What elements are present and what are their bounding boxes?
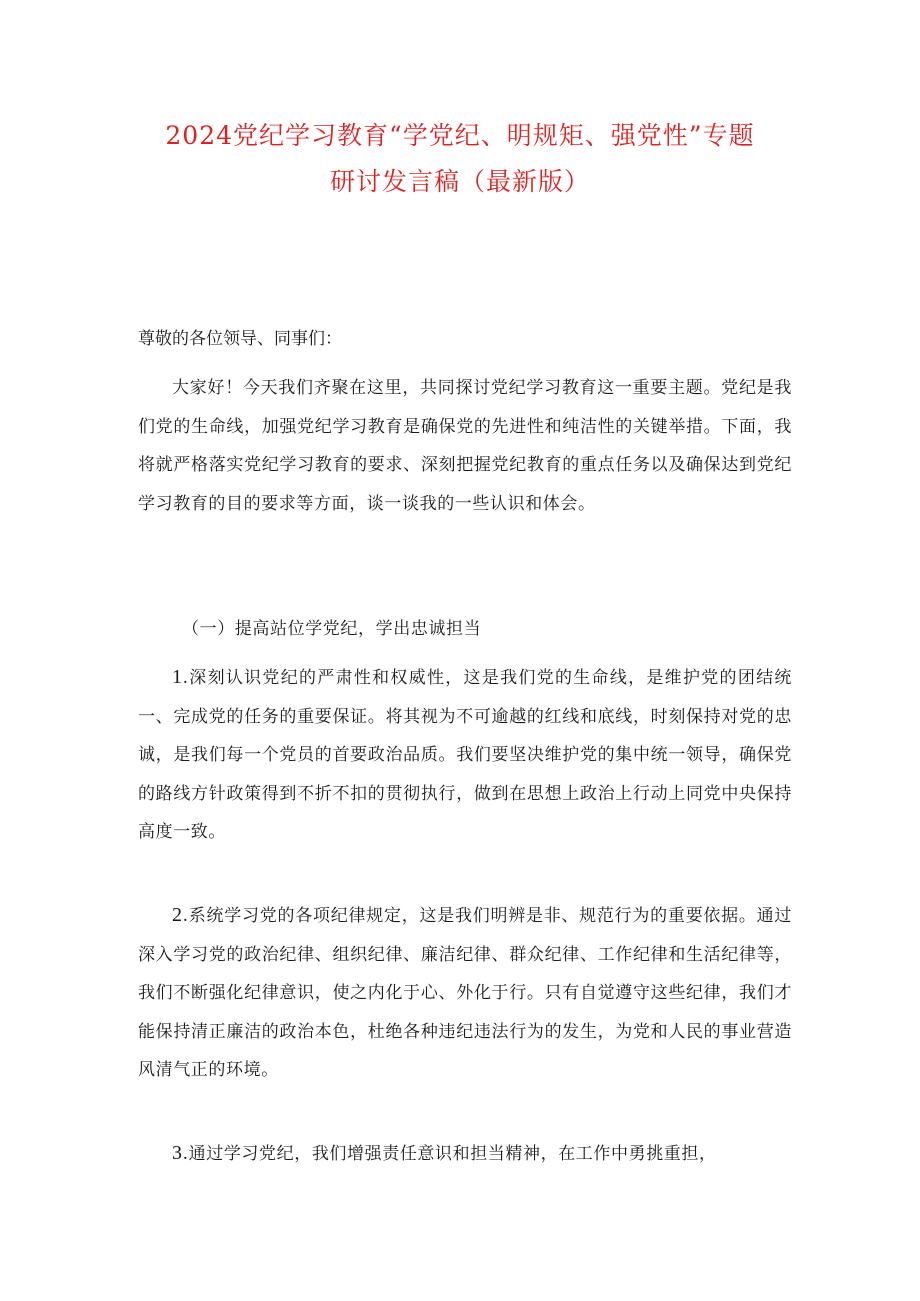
list-item-2: [138, 896, 792, 1090]
salutation: 尊敬的各位领导、同事们：: [138, 329, 342, 349]
document-title-line2: 研讨发言稿（最新版）: [329, 167, 590, 196]
item-number: 3: [172, 1142, 183, 1164]
list-item-3: [138, 1134, 792, 1174]
intro-paragraph: 大家好！今天我们齐聚在这里，共同探讨党纪学习教育这一重要主题。党纪是我们党的生命线，加强党纪学习教育是确保党的先进性和纯洁性的关键举措。下面，我将就严格落实党纪学习教育的要求、深刻把握党纪教育的重点任务以及确保达到党纪学习教育的目的要求等方面，谈一谈我的一些认识和体会。: [138, 378, 792, 514]
section-heading: （一）提高站位学党纪，学出忠诚担当: [182, 619, 482, 639]
item-text: .深刻认识党纪的严肃性和权威性，这是我们党的生命线，是维护党的团结统一、完成党的任务的重要保证。将其视为不可逾越的红线和底线，时刻保持对党的忠诚，是我们每一个党员的首要政治品质。我们要坚决维护党的集中统一领导，确保党的路线方针政策得到不折不扣的贯彻执行，做到在思想上政治上行动上同党中央保持高度一致。: [138, 668, 792, 843]
document-title-line1: 2024党纪学习教育“学党纪、明规矩、强党性”专题: [165, 121, 755, 150]
item-text: .通过学习党纪，我们增强责任意识和担当精神，在工作中勇挑重担，: [182, 1144, 717, 1164]
item-number: 1: [172, 666, 183, 688]
list-item-1: [138, 658, 792, 852]
item-text: .系统学习党的各项纪律规定，这是我们明辨是非、规范行为的重要依据。通过深入学习党的政治纪律、组织纪律、廉洁纪律、群众纪律、工作纪律和生活纪律等，我们不断强化纪律意识，使之内化于心、外化于行。只有自觉遵守这些纪律，我们才能保持清正廉洁的政治本色，杜绝各种违纪违法行为的发生，为党和人民的事业营造风清气正的环境。: [138, 906, 792, 1081]
item-number: 2: [172, 904, 183, 926]
